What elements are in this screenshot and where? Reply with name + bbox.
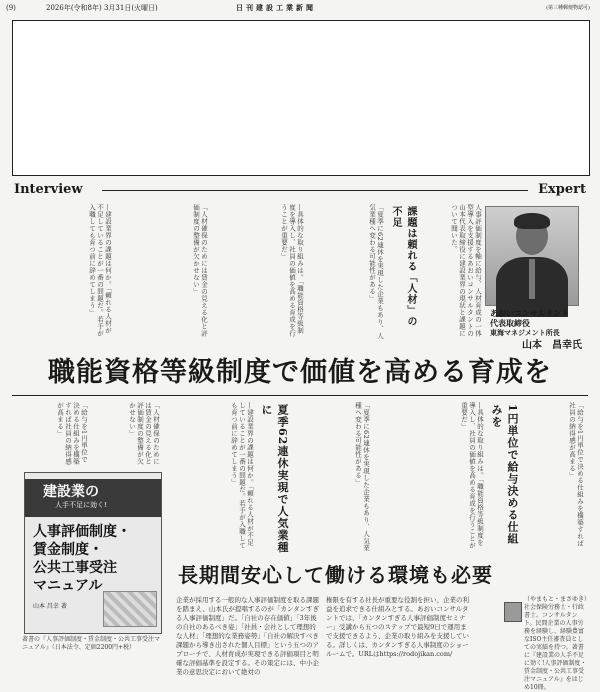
section-bar — [12, 182, 588, 198]
subheadline-stable-environment: 長期間安心して働ける環境も必要 — [178, 563, 493, 587]
article-column: 「夏季に62連休を実現した企業もあり、人気業種へ変わる可能性がある」 — [368, 204, 384, 340]
subheadline-one-yen: 1円単位で給与決める仕組みを — [490, 404, 519, 545]
profile-role-director: 東海マネジメント所長 — [490, 328, 560, 337]
article-column: 「人材確保のためには賃金の見える化と評価制度の整備が欠かせない」 — [128, 402, 160, 465]
subheadline-summer-holiday: 夏季62連休実現で人気業種に — [260, 404, 289, 554]
article-lead: 人事評価制度を軸に給与、人材育成の一体型導入を支援するあおいコンサルタントの山本代表取締役に建設業界の現状と課題について聞いた。 — [450, 204, 482, 337]
page-number: (9) — [6, 4, 16, 12]
advertisement-space — [12, 20, 590, 176]
book-author: 山本 昌幸 著 — [33, 603, 67, 610]
section-rule — [102, 190, 528, 191]
author-profile: （やまもと・まさゆき）社会保険労務士・行政書士。コンサルタント。民間企業の人事労務を経験し、経験豊富なISO主任審査員としての実績を持つ。著書に『建設業の人手不足に効く!人事評価制度・賃金制度・公共工事受注マニュアル』をはじめ10冊。 — [524, 596, 588, 691]
issue-date: 2026年(令和8年) 3月31日(火曜日) — [46, 4, 158, 12]
profile-role-ceo: 代表取締役 — [490, 318, 530, 328]
section-interview-label: Interview — [14, 182, 83, 197]
newspaper-name: 日刊建設工業新聞 — [236, 3, 316, 12]
article-bottom-column: 企業が採用する一般的な人事評価制度を取る課題を踏まえ、山本氏が提唱するのが「カンタンすぎる人事評価制度」だ。「自社の存在価値」「3年後の自社のあるべき姿」「社員・会社として理想的な人材」「理想的な業務姿勢」「自社の解決すべき課題から導き出された個人目標」という五つのアプローチで、人材育成が実現できる評価項目と明確な評価基準を設定する。その策定には、中小企業の意思決定において絶対の — [176, 596, 320, 676]
article-column: 「給与を1円単位で決める仕組みを構築すれば社員の納得感が高まる」 — [56, 402, 88, 465]
article-column: ―具体的な取り組みは。「職能資格等級制度を導入し、社員の価値を高める育成を行うことが重要だ」 — [280, 204, 304, 337]
masthead — [4, 2, 596, 14]
article-column: ―具体的な取り組みは。「職能資格等級制度を導入し、社員の価値を高める育成を行うことが重要だ」 — [460, 402, 484, 549]
postal-note: (第三種郵便物認可) — [546, 5, 590, 11]
section-expert-label: Expert — [538, 182, 586, 197]
subheadline-talent-shortage: 課題は頼れる「人材」の不足 — [390, 206, 416, 327]
book-title: 人事評価制度・ 賃金制度・ 公共工事受注 マニュアル — [33, 524, 131, 594]
book-cover — [24, 472, 162, 634]
article-column: 「人材確保のためには賃金の見える化と評価制度の整備が欠かせない」 — [192, 204, 208, 337]
main-headline: 職能資格等級制度で価値を高める育成を — [48, 357, 552, 388]
book-series: 建設業の — [43, 484, 99, 500]
article-column: 「夏季に62連休を実現した企業もあり、人気業種へ変わる可能性がある」 — [354, 402, 370, 552]
article-column: 「給与を1円単位で決める仕組みを構築すれば社員の納得感が高まる」 — [568, 402, 584, 547]
article-bottom-column: 権限を有する社長が重要な役割を担い、企業の利益を追求できる仕組みとする。あおいコンサルタントでは、「カンタンすぎる人事評価制度セミナー」受講から五つのステップで最短9日で運用まで支援できるよう、企業の取り組みを支援している。詳しくは、カンタンすぎる人事制度のショールームで。URLはhttps://rodojikan.com/ — [326, 596, 469, 658]
author-thumbnail — [504, 602, 522, 622]
profile-name: 山本 昌幸氏 — [522, 340, 582, 351]
article-column: ―建設業界の課題は何か。「頼れる人材が不足していることが一番の問題だ。若手が入職しても育つ前に辞めてしまう」 — [230, 402, 254, 549]
profile-company: あおいコンサルタント — [490, 308, 570, 318]
tools-illustration — [103, 591, 157, 627]
interviewee-photo — [485, 206, 579, 306]
article-column: ―建設業界の課題は何か。「頼れる人材が不足していることが一番の問題だ。若手が入職しても育つ前に辞めてしまう」 — [88, 204, 112, 337]
book-caption: 著書の『人事評価制度・賃金制度・公共工事受注マニュアル』（日本法令、定価2200円+税） — [22, 636, 161, 651]
title-rule — [12, 395, 588, 396]
book-series-sub: 人手不足に効く! — [55, 501, 107, 509]
